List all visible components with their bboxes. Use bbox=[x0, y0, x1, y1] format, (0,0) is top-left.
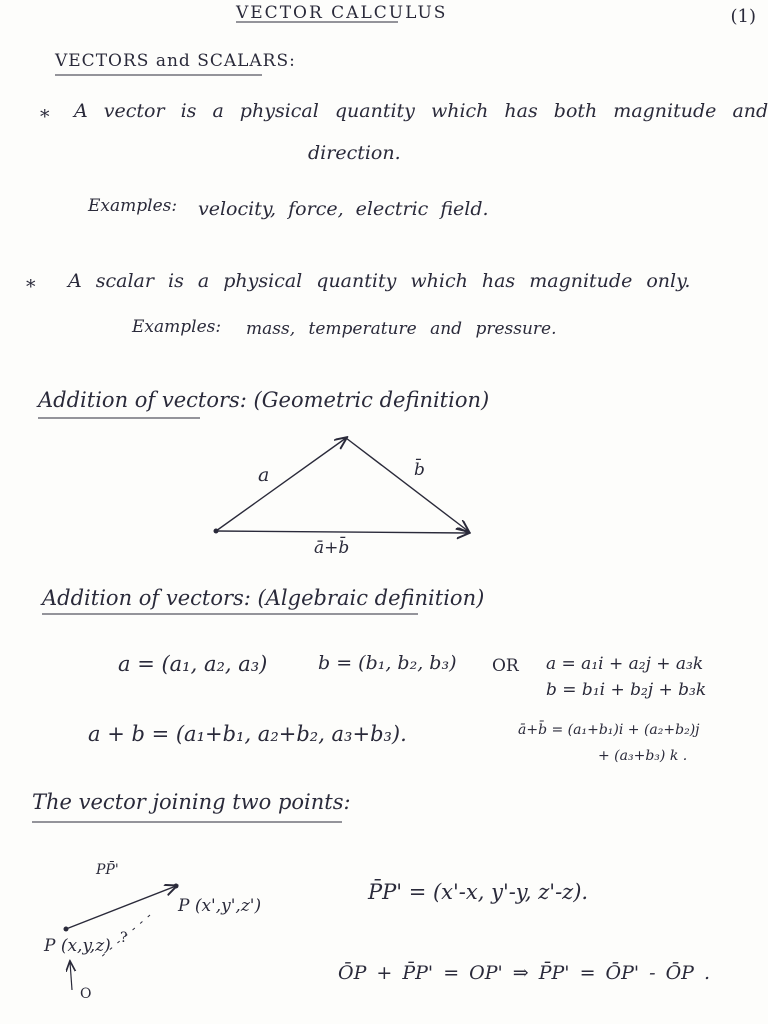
scalar-definition: A scalar is a physical quantity which has magnitude only. bbox=[68, 270, 691, 292]
vector-examples-label: Examples: bbox=[88, 196, 178, 216]
bullet-scalar: * bbox=[26, 276, 36, 298]
triangle-label-sum: ā+b̄ bbox=[314, 538, 350, 558]
diagram-label-question: ? bbox=[120, 930, 128, 946]
equation-b-components: b = (b₁, b₂, b₃) bbox=[318, 652, 457, 674]
page-title: VECTOR CALCULUS bbox=[236, 3, 448, 23]
equation-pp: P̄P' = (x'-x, y'-y, z'-z). bbox=[368, 880, 589, 904]
triangle-label-a: a bbox=[258, 464, 270, 486]
diagram-label-pp: PP̄' bbox=[96, 862, 119, 878]
vector-definition-line1: A vector is a physical quantity which has both magnitude and bbox=[74, 100, 768, 122]
section-heading-algebraic: Addition of vectors: (Algebraic definition) bbox=[42, 586, 485, 610]
vector-definition-line2: direction. bbox=[308, 142, 401, 164]
equation-sum-unit-line2: + (a₃+b₃) k . bbox=[598, 748, 688, 764]
vector-sum-line bbox=[216, 531, 468, 533]
scalar-examples: mass, temperature and pressure. bbox=[246, 319, 557, 339]
equation-a-components: a = (a₁, a₂, a₃) bbox=[118, 652, 268, 676]
diagram-label-p-prime: P (x',y',z') bbox=[178, 896, 262, 916]
equation-sum-components: a + b = (a₁+b₁, a₂+b₂, a₃+b₃). bbox=[88, 722, 407, 746]
equation-b-unit: b = b₁i + b₂j + b₃k bbox=[546, 680, 707, 700]
section-heading-vectors-scalars: VECTORS and SCALARS: bbox=[55, 51, 296, 71]
vector-b-line bbox=[346, 438, 468, 531]
vector-pp-line bbox=[66, 886, 176, 929]
page-number: (1) bbox=[730, 6, 756, 27]
triangle-label-b: b̄ bbox=[414, 460, 425, 480]
equation-op: ŌP + P̄P' = OP' ⇒ P̄P' = ŌP' - ŌP . bbox=[338, 962, 711, 984]
scalar-examples-label: Examples: bbox=[132, 317, 222, 337]
vector-examples: velocity, force, electric field. bbox=[198, 198, 489, 220]
bullet-vector: * bbox=[40, 106, 50, 128]
or-label: OR bbox=[492, 656, 519, 676]
equation-a-unit: a = a₁i + a₂j + a₃k bbox=[546, 654, 704, 674]
section-heading-two-points: The vector joining two points: bbox=[32, 790, 351, 814]
equation-sum-unit-line1: ā+b̄ = (a₁+b₁)i + (a₂+b₂)j bbox=[518, 722, 700, 738]
section-heading-geometric: Addition of vectors: (Geometric definition) bbox=[38, 388, 490, 412]
vector-a-line bbox=[216, 438, 346, 531]
diagram-label-o: O bbox=[80, 986, 92, 1002]
diagram-label-p: P (x,y,z) bbox=[44, 936, 111, 956]
